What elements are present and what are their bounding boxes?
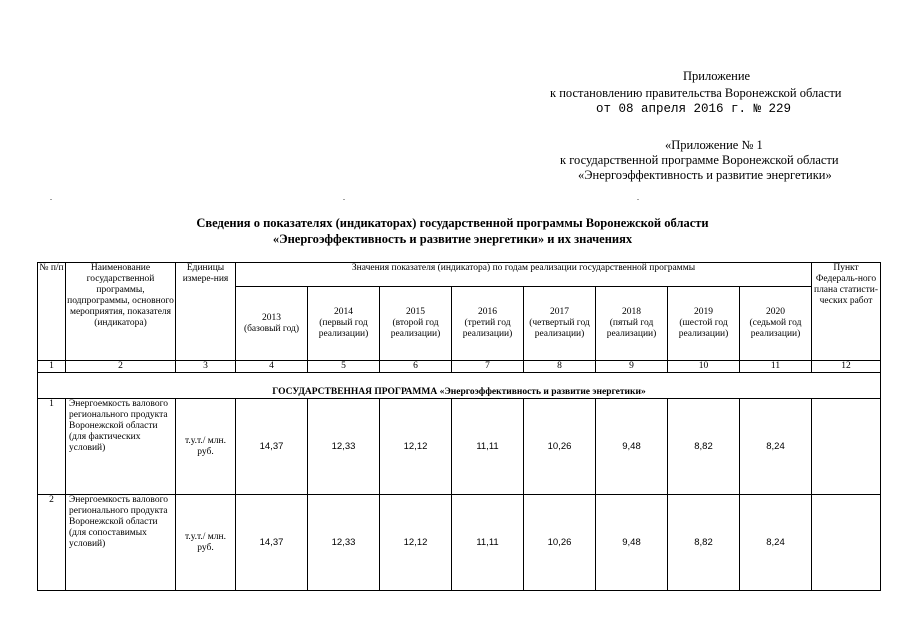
column-number: 9 xyxy=(596,361,668,373)
header-col-no: № п/п xyxy=(38,263,66,361)
value-cell: 12,33 xyxy=(308,399,380,495)
scan-dot: . xyxy=(343,193,345,202)
table-row xyxy=(38,399,881,495)
appendix-number: «Приложение № 1 xyxy=(665,138,763,152)
column-number: 4 xyxy=(236,361,308,373)
column-number: 10 xyxy=(668,361,740,373)
header-col-unit: Единицы измере-ния xyxy=(176,263,236,361)
column-number: 7 xyxy=(452,361,524,373)
row-number: 1 xyxy=(38,399,66,495)
column-number: 5 xyxy=(308,361,380,373)
table-header-row xyxy=(38,263,881,287)
value-cell: 9,48 xyxy=(596,399,668,495)
program-name: «Энергоэффективность и развитие энергетики» xyxy=(578,168,832,182)
value-cell: 14,37 xyxy=(236,495,308,591)
header-col-plan: Пункт Федераль-ного плана статисти-ческих работ xyxy=(812,263,881,361)
decree-date: от 08 апреля 2016 г. № 229 xyxy=(596,102,792,116)
value-cell: 11,11 xyxy=(452,495,524,591)
value-cell: 12,12 xyxy=(380,495,452,591)
year-header: 2014 (первый год реализации) xyxy=(308,287,380,361)
column-number: 8 xyxy=(524,361,596,373)
header-col-name: Наименование государственной программы, подпрограммы, основного мероприятия, показателя (индикатора) xyxy=(66,263,176,361)
value-cell: 12,33 xyxy=(308,495,380,591)
column-number: 11 xyxy=(740,361,812,373)
year-header: 2018 (пятый год реализации) xyxy=(596,287,668,361)
indicator-name: Энергоемкость валового регионального продукта Воронежской области (для фактических условий) xyxy=(66,399,176,495)
section-title: ГОСУДАРСТВЕННАЯ ПРОГРАММА «Энергоэффективность и развитие энергетики» xyxy=(38,373,881,399)
value-cell: 10,26 xyxy=(524,495,596,591)
column-number-row xyxy=(38,361,881,373)
scan-dot: . xyxy=(637,193,639,202)
row-number: 2 xyxy=(38,495,66,591)
value-cell: 8,24 xyxy=(740,495,812,591)
value-cell: 9,48 xyxy=(596,495,668,591)
value-cell: 10,26 xyxy=(524,399,596,495)
value-cell: 8,82 xyxy=(668,399,740,495)
value-cell: 8,82 xyxy=(668,495,740,591)
year-header: 2015 (второй год реализации) xyxy=(380,287,452,361)
appendix-label: Приложение xyxy=(683,69,751,83)
column-number: 6 xyxy=(380,361,452,373)
year-header: 2019 (шестой год реализации) xyxy=(668,287,740,361)
column-number: 1 xyxy=(38,361,66,373)
value-cell: 8,24 xyxy=(740,399,812,495)
document-title-line-1: Сведения о показателях (индикаторах) государственной программы Воронежской области xyxy=(196,216,709,230)
column-number: 3 xyxy=(176,361,236,373)
indicator-name: Энергоемкость валового регионального продукта Воронежской области (для сопоставимых условий) xyxy=(66,495,176,591)
column-number: 12 xyxy=(812,361,881,373)
year-header: 2017 (четвертый год реализации) xyxy=(524,287,596,361)
value-cell: 11,11 xyxy=(452,399,524,495)
table-row xyxy=(38,495,881,591)
year-header: 2016 (третий год реализации) xyxy=(452,287,524,361)
indicator-unit: т.у.т./ млн. руб. xyxy=(176,399,236,495)
decree-reference: к постановлению правительства Воронежской области xyxy=(550,86,842,100)
document-title-line-2: «Энергоэффективность и развитие энергетики» и их значениях xyxy=(272,232,633,246)
plan-cell xyxy=(812,399,881,495)
header-values-group: Значения показателя (индикатора) по годам реализации государственной программы xyxy=(236,263,812,287)
indicator-unit: т.у.т./ млн. руб. xyxy=(176,495,236,591)
value-cell: 12,12 xyxy=(380,399,452,495)
value-cell: 14,37 xyxy=(236,399,308,495)
program-reference: к государственной программе Воронежской области xyxy=(560,153,839,167)
plan-cell xyxy=(812,495,881,591)
year-header: 2013 (базовый год) xyxy=(236,287,308,361)
year-header: 2020 (седьмой год реализации) xyxy=(740,287,812,361)
scan-dot: . xyxy=(50,193,52,202)
indicators-table xyxy=(37,262,881,591)
column-number: 2 xyxy=(66,361,176,373)
section-row xyxy=(38,373,881,399)
